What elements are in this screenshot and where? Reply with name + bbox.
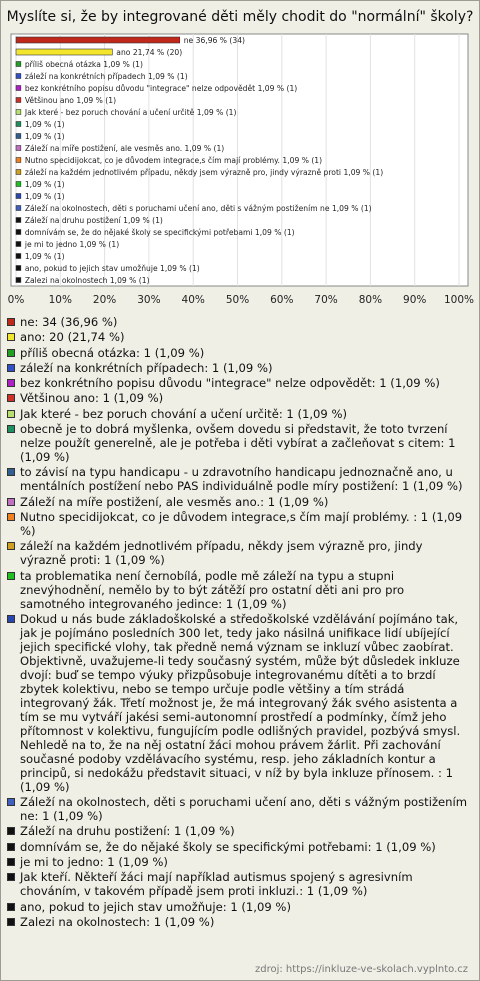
legend-label: Jak kteří. Někteří žáci mají například autismus spojený s agresivním chováním, v takovém případě jsem proti inkluzi.: 1 (1,09 %): [20, 870, 413, 899]
legend-swatch: [7, 798, 15, 806]
bar-label: 1,09 % (1): [24, 192, 65, 201]
chart-title: Myslíte si, že by integrované děti měly chodit do "normální" školy?: [6, 9, 474, 25]
bar: [16, 170, 21, 175]
legend-swatch: [7, 572, 15, 580]
x-tick-label: 30%: [137, 294, 161, 306]
legend-item: [6, 376, 472, 390]
legend-item: [6, 795, 472, 823]
bar: [16, 194, 21, 199]
legend-item: [6, 870, 472, 898]
bar: [16, 266, 21, 271]
bar-label: Záleží na druhu postižení 1,09 % (1): [24, 216, 163, 225]
bar: [16, 86, 21, 91]
bar: [16, 158, 21, 163]
legend-swatch: [7, 615, 15, 623]
bar: [16, 146, 21, 151]
legend-swatch: [7, 394, 15, 402]
x-tick-label: 40%: [181, 294, 205, 306]
bar-label: záleží na konkrétních případech 1,09 % (1): [24, 72, 188, 81]
legend-label: Zalezi na okolnostech: 1 (1,09 %): [20, 914, 215, 929]
bar: [16, 134, 21, 139]
legend-label: Záleží na druhu postižení: 1 (1,09 %): [20, 824, 235, 839]
legend-swatch: [7, 903, 15, 911]
legend-label: obecně je to dobrá myšlenka, ovšem dovedu si představit, že toto tvrzení nelze použít generelně, ale je potřeba i děti vybírat a začleňovat s citem: 1 (1,09 %): [20, 422, 456, 465]
x-tick-label: 80%: [358, 294, 383, 306]
legend-label: Většinou ano: 1 (1,09 %): [20, 391, 164, 406]
legend-item: [6, 612, 472, 794]
bar-label: 1,09 % (1): [24, 120, 65, 129]
legend-label: příliš obecná otázka: 1 (1,09 %): [20, 345, 205, 360]
legend-item: [6, 315, 472, 329]
legend-item: [6, 346, 472, 360]
legend-item: [6, 495, 472, 509]
legend-swatch: [7, 364, 15, 372]
bar-label: 1,09 % (1): [24, 252, 65, 261]
legend-swatch: [7, 858, 15, 866]
legend-item: [6, 391, 472, 405]
legend-swatch: [7, 843, 15, 851]
legend-label: Nutno specidijokcat, co je důvodem integrace,s čím mají problémy. : 1 (1,09 %): [20, 509, 463, 538]
bar: [16, 49, 112, 55]
legend-label: ano: 20 (21,74 %): [20, 330, 125, 345]
bar-label: Záleží na míře postižení, ale vesměs ano. 1,09 % (1): [24, 144, 225, 153]
bar: [16, 110, 21, 115]
x-tick-label: 100%: [443, 294, 475, 306]
legend-swatch: [7, 349, 15, 357]
x-tick-label: 70%: [314, 294, 338, 306]
bar: [16, 278, 21, 283]
legend-item: [6, 330, 472, 344]
bar-chart: [0, 0, 480, 315]
bar-label: bez konkrétního popisu důvodu "integrace" nelze odpovědět 1,09 % (1): [24, 84, 298, 93]
legend-swatch: [7, 542, 15, 550]
bar-label: ne 36,96 % (34): [183, 36, 246, 45]
legend-item: [6, 915, 472, 929]
legend-label: bez konkrétního popisu důvodu "integrace" nelze odpovědět: 1 (1,09 %): [20, 376, 440, 391]
legend-label: domnívám se, že do nějaké školy se specifickými potřebami: 1 (1,09 %): [20, 839, 436, 854]
legend-item: [6, 824, 472, 838]
bar: [16, 122, 21, 127]
legend-item: [6, 510, 472, 538]
legend-swatch: [7, 513, 15, 521]
legend-label: ne: 34 (36,96 %): [20, 315, 118, 329]
bar-label: ano 21,74 % (20): [116, 48, 183, 57]
legend-swatch: [7, 873, 15, 881]
x-tick-label: 10%: [48, 294, 72, 306]
legend-item: [6, 361, 472, 375]
legend-swatch: [7, 498, 15, 506]
bar-label: Jak které - bez poruch chování a učení určitě 1,09 % (1): [24, 108, 237, 117]
legend-swatch: [7, 468, 15, 476]
x-tick-label: 90%: [403, 294, 427, 306]
bar-label: příliš obecná otázka 1,09 % (1): [24, 60, 143, 69]
legend-item: [6, 465, 472, 493]
legend-item: [6, 840, 472, 854]
bar: [16, 62, 21, 67]
x-tick-label: 50%: [225, 294, 250, 306]
legend-label: Jak které - bez poruch chování a učení určitě: 1 (1,09 %): [20, 406, 348, 421]
legend-label: to závisí na typu handicapu - u zdravotního handicapu jednoznačně ano, u mentálních postížení nebo PAS individuálně podle míry postižení: 1 (1,09 %): [20, 465, 463, 494]
bar-label: Nutno specidijokcat, co je důvodem integrace,s čím mají problémy. 1,09 % (1): [24, 156, 323, 165]
bar: [16, 254, 21, 259]
legend-label: ta problematika není černobílá, podle mě záleží na typu a stupni znevýhodnění, nemělo by to být zátěží pro ostatní děti ani pro pro samotného integrovaného jedince: 1 (1,09 %): [20, 568, 405, 611]
legend-swatch: [7, 918, 15, 926]
bar-label: záleží na každém jednotlivém případu, někdy jsem výrazně pro, jindy výrazně proti 1,09 % (1): [24, 168, 384, 177]
legend-item: [6, 422, 472, 464]
legend-item: [6, 539, 472, 567]
bar: [16, 230, 21, 235]
bar-label: je mi to jedno 1,09 % (1): [24, 240, 120, 249]
bar-label: Většinou ano 1,09 % (1): [24, 96, 117, 105]
legend-item: [6, 855, 472, 869]
legend-swatch: [7, 410, 15, 418]
bar: [16, 98, 21, 103]
bar: [16, 218, 21, 223]
legend-swatch: [7, 379, 15, 387]
legend-swatch: [7, 827, 15, 835]
legend-swatch: [7, 333, 15, 341]
legend-label: Záleží na míře postižení, ale vesměs ano.: 1 (1,09 %): [20, 494, 329, 509]
legend-item: [6, 900, 472, 914]
legend-label: Dokud u nás bude základoškolské a středoškolské vzdělávání pojímáno tak, jak je pojímáno posledních 300 let, tedy jako násilná unifikace lidí ubíjející jejich specifické vlohy, tak předně nemá význam se inkluzí vůbec zaobírat. Objektivně, uvažujeme-li tedy současný systém, může být důsledek inkluze dvojí: buď se tempo výuky přizpůsobuje integrovanému dítěti a to brzdí zbytek kolektivu, nebo se tempo určuje podle většiny a tím strádá integrovaný žák. Třetí možnost je, že má integrovaný žák svého asistenta a tím se mu vytváří jakési semi-autonomní prostředí a podmínky, čímž jeho přítomnost v kolektivu, fungujícím podle odlišných pravidel, pozbývá smysl. Nehledě na to, že na něj ostatní žáci mohou právem žárlit. Při zachování současné podoby vzdělávacího systému, resp. jeho základních kontur a principů, si nedokážu představit situaci, v níž by byla inkluze přínosem. : 1 (1,09 %): [20, 611, 461, 794]
legend-label: je mi to jedno: 1 (1,09 %): [20, 855, 168, 870]
source-note: zdroj: https://inkluze-ve-skolach.vyplnto.cz: [255, 964, 468, 975]
bar-label: Záleží na okolnostech, děti s poruchami učení ano, děti s vážným postižením ne 1,09 % (1): [24, 204, 372, 213]
legend-item: [6, 407, 472, 421]
bar: [16, 206, 21, 211]
legend-label: ano, pokud to jejich stav umožňuje: 1 (1,09 %): [20, 899, 291, 914]
bar: [16, 74, 21, 79]
bar: [16, 37, 180, 43]
bar: [16, 242, 21, 247]
x-tick-label: 60%: [270, 294, 294, 306]
x-tick-label: 20%: [92, 294, 117, 306]
bar-label: 1,09 % (1): [24, 132, 65, 141]
legend-swatch: [7, 318, 15, 326]
legend: [6, 315, 472, 930]
legend-item: [6, 569, 472, 611]
legend-label: Záleží na okolnostech, děti s poruchami učení ano, děti s vážným postižením ne: 1 (1,09 %): [20, 795, 468, 824]
legend-swatch: [7, 425, 15, 433]
legend-label: záleží na konkrétních případech: 1 (1,09 %): [20, 360, 273, 375]
bar-label: Zalezi na okolnostech 1,09 % (1): [24, 276, 150, 285]
bar-label: domnívám se, že do nějaké školy se specifickými potřebami 1,09 % (1): [24, 228, 295, 237]
legend-label: záleží na každém jednotlivém případu, někdy jsem výrazně pro, jindy výrazně proti: 1 (1,09 %): [20, 539, 423, 568]
x-tick-label: 0%: [7, 294, 25, 306]
bar-label: ano, pokud to jejich stav umožňuje 1,09 % (1): [24, 264, 200, 273]
bar: [16, 182, 21, 187]
bar-label: 1,09 % (1): [24, 180, 65, 189]
